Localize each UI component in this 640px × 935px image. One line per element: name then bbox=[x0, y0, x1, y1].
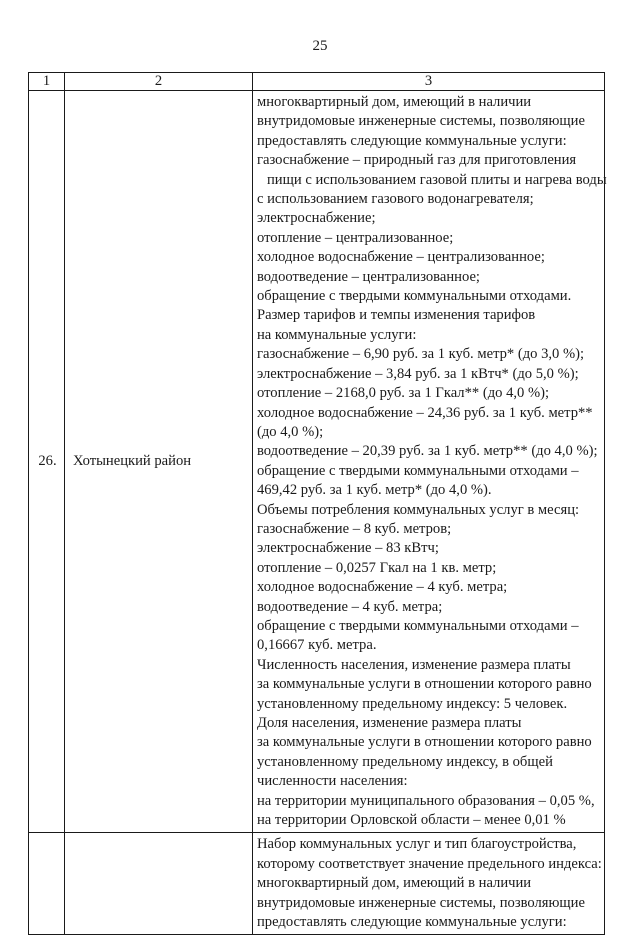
table-body bbox=[29, 91, 605, 935]
text-line: газоснабжение – 6,90 руб. за 1 куб. метр* (до 3,0 %); bbox=[257, 346, 585, 363]
utility-description-cell bbox=[253, 91, 605, 833]
utility-description-cell bbox=[253, 833, 605, 935]
text-line: 0,16667 куб. метра. bbox=[257, 637, 377, 654]
text-line: пищи с использованием газовой плиты и нагрева воды bbox=[267, 171, 607, 188]
district-name-cell bbox=[65, 833, 253, 935]
column-header-2: 2 bbox=[65, 73, 253, 91]
row-number-cell: 26. bbox=[29, 91, 65, 833]
page-number: 25 bbox=[312, 38, 328, 54]
text-line: Размер тарифов и темпы изменения тарифов bbox=[257, 307, 536, 324]
row-number-cell bbox=[29, 833, 65, 935]
table-row bbox=[29, 91, 605, 833]
text-line: внутридомовые инженерные системы, позволяющие bbox=[257, 894, 585, 911]
text-line: холодное водоснабжение – централизованное; bbox=[257, 249, 545, 266]
text-line: предоставлять следующие коммунальные услуги: bbox=[257, 914, 567, 931]
text-line: на территории муниципального образования – 0,05 %, bbox=[257, 792, 595, 809]
text-line: электроснабжение; bbox=[257, 210, 376, 227]
text-line: электроснабжение – 83 кВтч; bbox=[257, 540, 439, 557]
text-line: внутридомовые инженерные системы, позволяющие bbox=[257, 113, 585, 130]
data-table bbox=[28, 72, 605, 935]
table-row bbox=[29, 833, 605, 935]
text-line: 469,42 руб. за 1 куб. метр* (до 4,0 %). bbox=[257, 482, 492, 499]
text-line: Доля населения, изменение размера платы bbox=[257, 715, 522, 731]
text-line: водоотведение – 4 куб. метра; bbox=[257, 598, 443, 615]
text-line: на коммунальные услуги: bbox=[257, 326, 417, 343]
text-line: холодное водоснабжение – 24,36 руб. за 1 куб. метр** bbox=[257, 404, 593, 421]
text-line: предоставлять следующие коммунальные услуги: bbox=[257, 132, 567, 149]
text-line: газоснабжение – природный газ для приготовления bbox=[257, 152, 577, 169]
text-line: обращение с твердыми коммунальными отходами. bbox=[257, 288, 572, 305]
text-line: обращение с твердыми коммунальными отходами – bbox=[257, 462, 579, 479]
text-line: (до 4,0 %); bbox=[257, 423, 324, 440]
column-header-3: 3 bbox=[253, 73, 605, 91]
text-line: Численность населения, изменение размера платы bbox=[257, 656, 571, 673]
text-line: отопление – 2168,0 руб. за 1 Гкал** (до 4,0 %); bbox=[257, 385, 550, 402]
text-line: с использованием газового водонагревателя; bbox=[257, 191, 534, 208]
text-line: которому соответствует значение предельного индекса: bbox=[257, 855, 602, 872]
text-line: на территории Орловской области – менее 0,01 % bbox=[257, 812, 566, 829]
text-line: численности населения: bbox=[257, 773, 408, 790]
text-line: электроснабжение – 3,84 руб. за 1 кВтч* (до 5,0 %); bbox=[257, 365, 579, 382]
text-line: отопление – централизованное; bbox=[257, 229, 454, 246]
text-line: многоквартирный дом, имеющий в наличии bbox=[257, 94, 532, 110]
text-line: Набор коммунальных услуг и тип благоустройства, bbox=[257, 836, 577, 853]
text-line: холодное водоснабжение – 4 куб. метра; bbox=[257, 579, 508, 596]
text-line: Объемы потребления коммунальных услуг в месяц: bbox=[257, 501, 580, 518]
column-header-1: 1 bbox=[29, 73, 65, 91]
table-header-row bbox=[29, 73, 605, 91]
text-line: обращение с твердыми коммунальными отходами – bbox=[257, 617, 579, 634]
text-line: газоснабжение – 8 куб. метров; bbox=[257, 520, 452, 537]
text-line: установленному предельному индексу, в общей bbox=[257, 753, 553, 770]
text-line: водоотведение – 20,39 руб. за 1 куб. метр** (до 4,0 %); bbox=[257, 443, 598, 460]
text-line: многоквартирный дом, имеющий в наличии bbox=[257, 875, 532, 892]
text-line: водоотведение – централизованное; bbox=[257, 268, 480, 285]
text-line: отопление – 0,0257 Гкал на 1 кв. метр; bbox=[257, 559, 497, 576]
text-line: за коммунальные услуги в отношении которого равно bbox=[257, 676, 592, 693]
district-name-cell: Хотынецкий район bbox=[65, 91, 253, 833]
text-line: установленному предельному индексу: 5 человек. bbox=[257, 695, 568, 712]
text-line: за коммунальные услуги в отношении которого равно bbox=[257, 734, 592, 751]
